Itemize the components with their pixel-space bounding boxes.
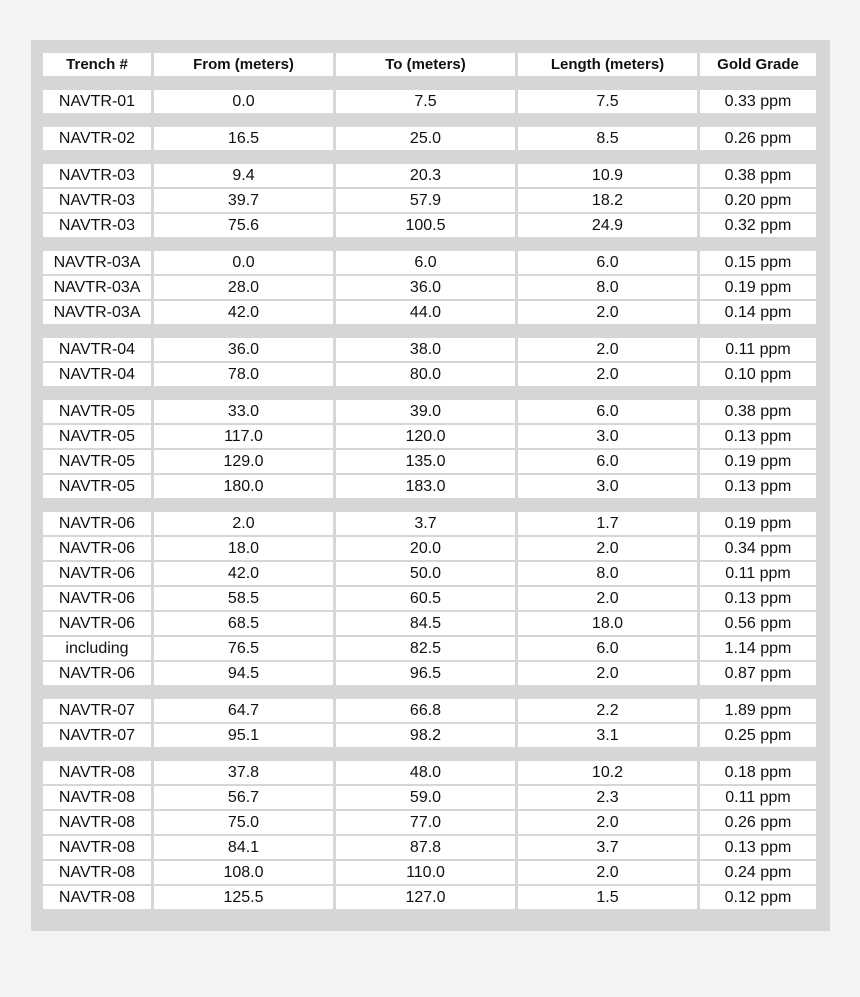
length-cell: 2.0 — [518, 662, 697, 685]
from-cell: 94.5 — [154, 662, 333, 685]
table-row — [43, 450, 814, 473]
length-cell: 3.1 — [518, 724, 697, 747]
header-from: From (meters) — [154, 53, 333, 76]
gold-grade-cell: 0.26 ppm — [700, 127, 816, 150]
length-cell: 8.0 — [518, 276, 697, 299]
length-cell: 2.0 — [518, 338, 697, 361]
gold-grade-cell: 0.14 ppm — [700, 301, 816, 324]
to-cell: 110.0 — [336, 861, 515, 884]
from-cell: 58.5 — [154, 587, 333, 610]
to-cell: 135.0 — [336, 450, 515, 473]
trench-cell: NAVTR-07 — [43, 699, 151, 722]
gold-grade-cell: 0.19 ppm — [700, 512, 816, 535]
trench-cell: NAVTR-03A — [43, 276, 151, 299]
group-separator — [43, 150, 814, 164]
length-cell: 8.5 — [518, 127, 697, 150]
length-cell: 24.9 — [518, 214, 697, 237]
gold-grade-cell: 0.20 ppm — [700, 189, 816, 212]
gold-grade-cell: 0.13 ppm — [700, 836, 816, 859]
from-cell: 39.7 — [154, 189, 333, 212]
trench-cell: NAVTR-05 — [43, 475, 151, 498]
trench-cell: NAVTR-08 — [43, 811, 151, 834]
length-cell: 18.0 — [518, 612, 697, 635]
trench-cell: NAVTR-06 — [43, 612, 151, 635]
table-frame — [31, 40, 830, 931]
trench-cell: NAVTR-03A — [43, 251, 151, 274]
from-cell: 56.7 — [154, 786, 333, 809]
gold-grade-cell: 0.19 ppm — [700, 276, 816, 299]
from-cell: 75.0 — [154, 811, 333, 834]
trench-cell: NAVTR-08 — [43, 861, 151, 884]
length-cell: 3.7 — [518, 836, 697, 859]
header-length: Length (meters) — [518, 53, 697, 76]
table-header-row — [43, 53, 814, 76]
table-row — [43, 400, 814, 423]
to-cell: 77.0 — [336, 811, 515, 834]
trench-group — [43, 699, 814, 747]
from-cell: 68.5 — [154, 612, 333, 635]
table-row — [43, 861, 814, 884]
to-cell: 6.0 — [336, 251, 515, 274]
group-separator — [43, 237, 814, 251]
to-cell: 50.0 — [336, 562, 515, 585]
from-cell: 0.0 — [154, 251, 333, 274]
table-row — [43, 637, 814, 660]
gold-grade-cell: 0.13 ppm — [700, 587, 816, 610]
to-cell: 183.0 — [336, 475, 515, 498]
table-row — [43, 189, 814, 212]
from-cell: 78.0 — [154, 363, 333, 386]
trench-cell: NAVTR-06 — [43, 562, 151, 585]
to-cell: 96.5 — [336, 662, 515, 685]
table-row — [43, 612, 814, 635]
gold-grade-cell: 1.14 ppm — [700, 637, 816, 660]
length-cell: 6.0 — [518, 251, 697, 274]
trench-cell: NAVTR-05 — [43, 400, 151, 423]
gold-grade-cell: 0.32 ppm — [700, 214, 816, 237]
trench-cell: NAVTR-05 — [43, 450, 151, 473]
to-cell: 98.2 — [336, 724, 515, 747]
to-cell: 36.0 — [336, 276, 515, 299]
gold-grade-cell: 0.34 ppm — [700, 537, 816, 560]
trench-cell: NAVTR-06 — [43, 537, 151, 560]
to-cell: 66.8 — [336, 699, 515, 722]
from-cell: 33.0 — [154, 400, 333, 423]
gold-grade-cell: 0.11 ppm — [700, 562, 816, 585]
from-cell: 117.0 — [154, 425, 333, 448]
trench-cell: including — [43, 637, 151, 660]
trench-cell: NAVTR-06 — [43, 512, 151, 535]
table-row — [43, 164, 814, 187]
table-row — [43, 338, 814, 361]
length-cell: 3.0 — [518, 475, 697, 498]
table-row — [43, 512, 814, 535]
to-cell: 39.0 — [336, 400, 515, 423]
gold-grade-cell: 0.38 ppm — [700, 164, 816, 187]
gold-grade-cell: 0.10 ppm — [700, 363, 816, 386]
table-body — [43, 76, 814, 909]
from-cell: 18.0 — [154, 537, 333, 560]
table-row — [43, 662, 814, 685]
trench-cell: NAVTR-03 — [43, 189, 151, 212]
header-gold-grade: Gold Grade — [700, 53, 816, 76]
length-cell: 2.3 — [518, 786, 697, 809]
table-row — [43, 537, 814, 560]
group-separator — [43, 76, 814, 90]
to-cell: 25.0 — [336, 127, 515, 150]
table-row — [43, 699, 814, 722]
gold-grade-cell: 0.15 ppm — [700, 251, 816, 274]
trench-cell: NAVTR-03 — [43, 164, 151, 187]
trench-cell: NAVTR-06 — [43, 662, 151, 685]
trench-group — [43, 338, 814, 386]
length-cell: 10.2 — [518, 761, 697, 784]
table-row — [43, 786, 814, 809]
table-row — [43, 886, 814, 909]
table-row — [43, 301, 814, 324]
gold-grade-cell: 0.13 ppm — [700, 475, 816, 498]
trench-cell: NAVTR-08 — [43, 836, 151, 859]
trench-cell: NAVTR-02 — [43, 127, 151, 150]
to-cell: 80.0 — [336, 363, 515, 386]
gold-grade-cell: 0.19 ppm — [700, 450, 816, 473]
table-row — [43, 214, 814, 237]
gold-grade-cell: 1.89 ppm — [700, 699, 816, 722]
table-row — [43, 363, 814, 386]
to-cell: 38.0 — [336, 338, 515, 361]
from-cell: 95.1 — [154, 724, 333, 747]
trench-cell: NAVTR-08 — [43, 786, 151, 809]
trench-cell: NAVTR-05 — [43, 425, 151, 448]
gold-grade-cell: 0.87 ppm — [700, 662, 816, 685]
from-cell: 0.0 — [154, 90, 333, 113]
to-cell: 20.0 — [336, 537, 515, 560]
length-cell: 7.5 — [518, 90, 697, 113]
table-row — [43, 811, 814, 834]
trench-cell: NAVTR-06 — [43, 587, 151, 610]
length-cell: 2.0 — [518, 363, 697, 386]
table-row — [43, 251, 814, 274]
length-cell: 18.2 — [518, 189, 697, 212]
table-row — [43, 587, 814, 610]
gold-grade-cell: 0.33 ppm — [700, 90, 816, 113]
trench-group — [43, 251, 814, 324]
length-cell: 2.0 — [518, 811, 697, 834]
trench-cell: NAVTR-03 — [43, 214, 151, 237]
gold-grade-cell: 0.11 ppm — [700, 786, 816, 809]
length-cell: 1.7 — [518, 512, 697, 535]
trench-cell: NAVTR-08 — [43, 886, 151, 909]
length-cell: 1.5 — [518, 886, 697, 909]
length-cell: 6.0 — [518, 637, 697, 660]
from-cell: 129.0 — [154, 450, 333, 473]
table-row — [43, 836, 814, 859]
gold-grade-cell: 0.18 ppm — [700, 761, 816, 784]
from-cell: 108.0 — [154, 861, 333, 884]
gold-grade-cell: 0.25 ppm — [700, 724, 816, 747]
trench-group — [43, 164, 814, 237]
trench-cell: NAVTR-08 — [43, 761, 151, 784]
gold-grade-cell: 0.24 ppm — [700, 861, 816, 884]
table-row — [43, 724, 814, 747]
from-cell: 16.5 — [154, 127, 333, 150]
from-cell: 42.0 — [154, 301, 333, 324]
group-separator — [43, 747, 814, 761]
from-cell: 76.5 — [154, 637, 333, 660]
group-separator — [43, 324, 814, 338]
to-cell: 84.5 — [336, 612, 515, 635]
gold-grade-cell: 0.26 ppm — [700, 811, 816, 834]
trench-cell: NAVTR-01 — [43, 90, 151, 113]
table-row — [43, 425, 814, 448]
to-cell: 59.0 — [336, 786, 515, 809]
length-cell: 6.0 — [518, 400, 697, 423]
from-cell: 84.1 — [154, 836, 333, 859]
table-row — [43, 475, 814, 498]
from-cell: 180.0 — [154, 475, 333, 498]
to-cell: 20.3 — [336, 164, 515, 187]
header-trench: Trench # — [43, 53, 151, 76]
trench-cell: NAVTR-04 — [43, 338, 151, 361]
to-cell: 82.5 — [336, 637, 515, 660]
length-cell: 2.0 — [518, 861, 697, 884]
from-cell: 2.0 — [154, 512, 333, 535]
trench-results-table — [43, 53, 814, 909]
to-cell: 3.7 — [336, 512, 515, 535]
group-separator — [43, 386, 814, 400]
from-cell: 42.0 — [154, 562, 333, 585]
from-cell: 75.6 — [154, 214, 333, 237]
table-row — [43, 90, 814, 113]
to-cell: 100.5 — [336, 214, 515, 237]
gold-grade-cell: 0.13 ppm — [700, 425, 816, 448]
from-cell: 37.8 — [154, 761, 333, 784]
table-row — [43, 127, 814, 150]
trench-group — [43, 400, 814, 498]
length-cell: 2.0 — [518, 301, 697, 324]
from-cell: 28.0 — [154, 276, 333, 299]
trench-cell: NAVTR-04 — [43, 363, 151, 386]
length-cell: 2.0 — [518, 587, 697, 610]
length-cell: 8.0 — [518, 562, 697, 585]
length-cell: 3.0 — [518, 425, 697, 448]
length-cell: 10.9 — [518, 164, 697, 187]
length-cell: 6.0 — [518, 450, 697, 473]
to-cell: 127.0 — [336, 886, 515, 909]
table-row — [43, 562, 814, 585]
to-cell: 7.5 — [336, 90, 515, 113]
to-cell: 44.0 — [336, 301, 515, 324]
to-cell: 60.5 — [336, 587, 515, 610]
gold-grade-cell: 0.56 ppm — [700, 612, 816, 635]
gold-grade-cell: 0.12 ppm — [700, 886, 816, 909]
from-cell: 36.0 — [154, 338, 333, 361]
from-cell: 9.4 — [154, 164, 333, 187]
trench-group — [43, 761, 814, 909]
gold-grade-cell: 0.38 ppm — [700, 400, 816, 423]
trench-cell: NAVTR-03A — [43, 301, 151, 324]
trench-group — [43, 90, 814, 113]
table-row — [43, 276, 814, 299]
from-cell: 125.5 — [154, 886, 333, 909]
length-cell: 2.0 — [518, 537, 697, 560]
from-cell: 64.7 — [154, 699, 333, 722]
trench-group — [43, 127, 814, 150]
to-cell: 57.9 — [336, 189, 515, 212]
trench-cell: NAVTR-07 — [43, 724, 151, 747]
to-cell: 48.0 — [336, 761, 515, 784]
table-row — [43, 761, 814, 784]
to-cell: 87.8 — [336, 836, 515, 859]
header-to: To (meters) — [336, 53, 515, 76]
group-separator — [43, 498, 814, 512]
gold-grade-cell: 0.11 ppm — [700, 338, 816, 361]
trench-group — [43, 512, 814, 685]
to-cell: 120.0 — [336, 425, 515, 448]
group-separator — [43, 113, 814, 127]
length-cell: 2.2 — [518, 699, 697, 722]
group-separator — [43, 685, 814, 699]
